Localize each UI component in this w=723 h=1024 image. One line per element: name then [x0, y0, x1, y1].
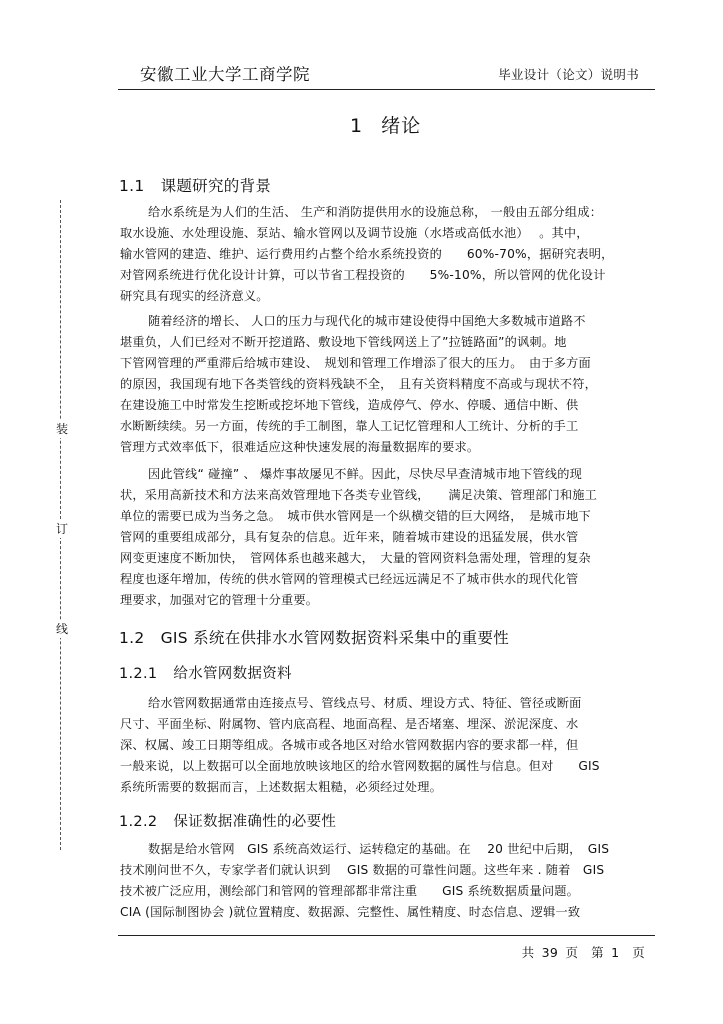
text-line: 网变更速度不断加快， 管网体系也越来越大， 大量的管网资料急需处理，管理的复杂 [120, 551, 591, 565]
total-pages: 共 39 页 [521, 945, 579, 960]
subsection-1-2-1-heading [119, 662, 292, 683]
subsection-title: 给水管网数据资料 [173, 666, 292, 682]
binding-mark-zhuang: 装 [56, 422, 69, 436]
subsection-title: 保证数据准确性的必要性 [173, 814, 337, 830]
school-name: 安徽工业大学工商学院 [140, 65, 310, 84]
text-line: 技术刚问世不久，专家学者们就认识到 GIS 数据的可靠性问题。这些年来 . 随着 GIS [120, 863, 605, 877]
section-number: 1.2 [119, 629, 145, 647]
page-number: 第 1 页 [591, 945, 645, 960]
text-line: 给水系统是为人们的生活、 生产和消防提供用水的设施总称， 一般由五部分组成： [148, 205, 603, 219]
text-line: 程度也逐年增加，传统的供水管网的管理模式已经远远满足不了城市供水的现代化管 [120, 572, 579, 586]
text-line: 下管网管理的严重滞后给城市建设、 规划和管理工作增添了很大的压力。 由于多方面 [120, 356, 591, 370]
text-line: 堪重负，人们已经对不断开挖道路、敷设地下管线网送上了”拉链路面”的讽刺。地 [120, 335, 567, 349]
text-line: 的原因，我国现有地下各类管线的资料残缺不全， 且有关资料精度不高或与现状不符， [120, 377, 598, 391]
text-line: 给水管网数据通常由连接点号、管线点号、材质、埋设方式、特征、管径或断面 [148, 696, 582, 710]
section-1-2-heading [119, 626, 509, 648]
text-line: CIA (国际制图协会 )就位置精度、数据源、完整性、属性精度、时态信息、逻辑一致 [120, 905, 581, 919]
chapter-number: 1 [350, 115, 364, 137]
text-line: 对管网系统进行优化设计计算，可以节省工程投资的 5%-10%，所以管网的优化设计 [120, 268, 606, 282]
paragraph-1-1-c [120, 464, 657, 611]
section-number: 1.1 [119, 177, 145, 195]
text-line: 研究具有现实的经济意义。 [120, 289, 269, 303]
text-line: 因此管线“ 碰撞” 、 爆炸事故屡见不鲜。因此，尽快尽早查清城市地下管线的现 [148, 467, 583, 481]
subsection-number: 1.2.2 [119, 814, 158, 830]
text-line: 理要求，加强对它的管理十分重要。 [120, 593, 319, 607]
text-line: 技术被广泛应用，测绘部门和管网的管理部都非常注重 GIS 系统数据质量问题。 [120, 884, 580, 898]
text-line: 一般来说，以上数据可以全面地放映该地区的给水管网数据的属性与信息。但对 GIS [120, 759, 600, 773]
text-line: 数据是给水管网 GIS 系统高效运行、运转稳定的基础。在 20 世纪中后期， GIS [148, 842, 610, 856]
chapter-title [350, 111, 421, 138]
chapter-title-text: 绪论 [381, 115, 422, 137]
text-line: 深、权属、竣工日期等组成。各城市或各地区对给水管网数据内容的要求都一样，但 [120, 738, 579, 752]
text-line: 状，采用高新技术和方法来高效管理地下各类专业管线， 满足决策、管理部门和施工 [120, 488, 598, 502]
page-footer [522, 943, 645, 961]
text-line: 在建设施工中时常发生挖断或挖坏地下管线，造成停气、停水、停暖、通信中断、供 [120, 398, 579, 412]
text-line: 取水设施、水处理设施、泵站、输水管网以及调节设施（水塔或高低水池） 。其中， [120, 226, 589, 240]
text-line: 系统所需要的数据而言，上述数据太粗糙，必须经过处理。 [120, 780, 443, 794]
paragraph-1-2-1 [120, 693, 657, 798]
section-title: 课题研究的背景 [160, 177, 272, 195]
paragraph-1-1-b [120, 311, 657, 458]
text-line: 管理方式效率低下，很难适应这种快速发展的海量数据库的要求。 [120, 440, 480, 454]
binding-mark-xian: 线 [56, 622, 69, 636]
text-line: 单位的需要已成为当务之急。 城市供水管网是一个纵横交错的巨大网络， 是城市地下 [120, 509, 591, 523]
text-line: 尺寸、平面坐标、附属物、管内底高程、地面高程、是否堵塞、埋深、淤泥深度、水 [120, 717, 579, 731]
subsection-number: 1.2.1 [119, 666, 158, 682]
text-line: 输水管网的建造、维护、运行费用约占整个给水系统投资的 60%-70%，据研究表明， [120, 247, 614, 261]
paragraph-1-1-a [120, 202, 657, 307]
subsection-1-2-2-heading [119, 810, 336, 831]
header-rule [118, 89, 655, 90]
section-title: GIS 系统在供排水水管网数据资料采集中的重要性 [160, 629, 510, 647]
text-line: 随着经济的增长、 人口的压力与现代化的城市建设使得中国绝大多数城市道路不 [148, 314, 586, 328]
binding-mark-ding: 订 [56, 522, 69, 536]
footer-rule [118, 935, 655, 936]
section-1-1-heading [119, 174, 271, 196]
paragraph-1-2-2 [120, 839, 657, 923]
text-line: 水断断续续。另一方面，传统的手工制图，靠人工记忆管理和人工统计、分析的手工 [120, 419, 579, 433]
text-line: 管网的重要组成部分，具有复杂的信息。近年来，随着城市建设的迅猛发展，供水管 [120, 530, 579, 544]
document-type: 毕业设计（论文）说明书 [498, 67, 639, 82]
